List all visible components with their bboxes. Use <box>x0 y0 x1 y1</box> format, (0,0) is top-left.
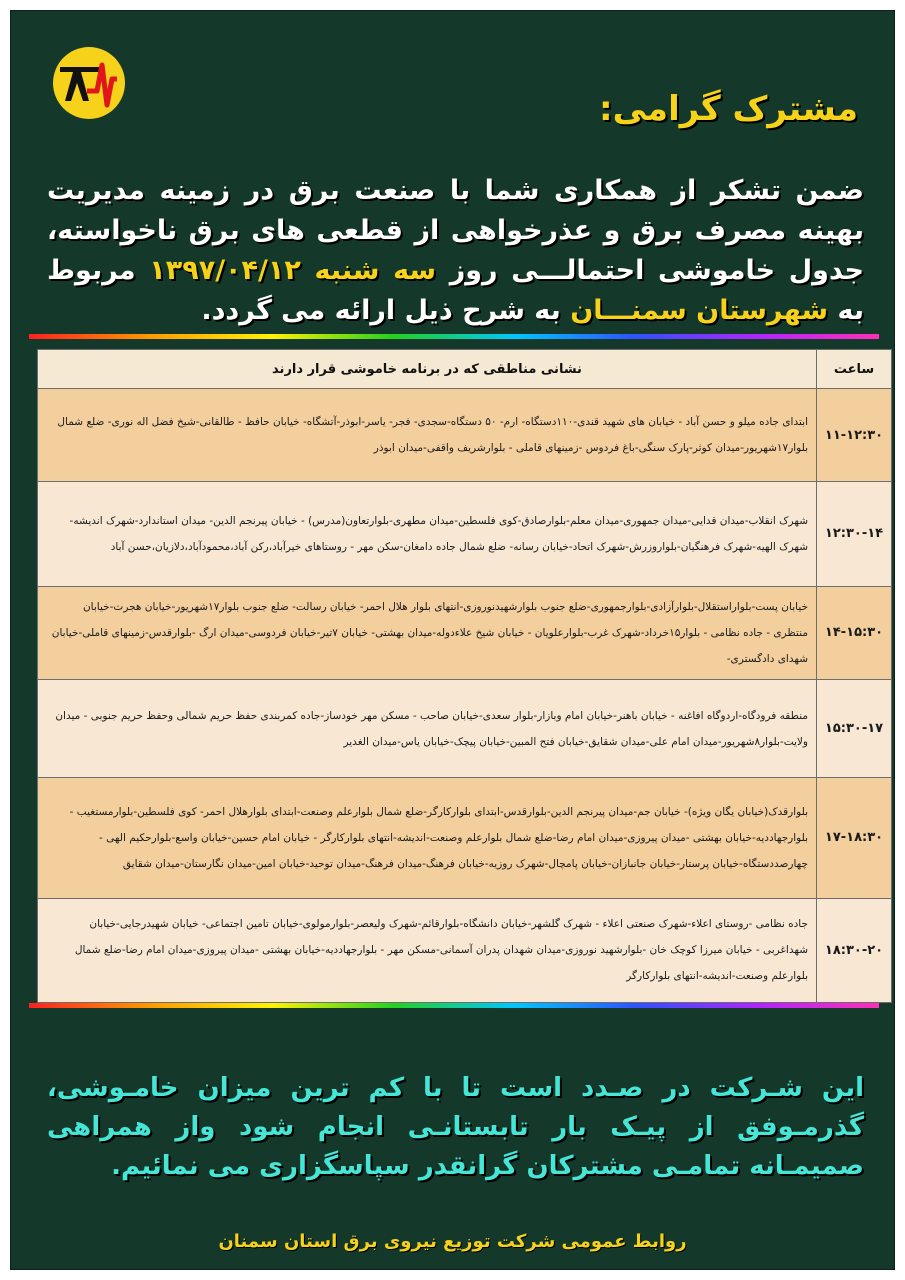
row-areas: بلوارقدک(خیابان یگان ویژه)- خیابان جم-میدان پیرنجم الدین-بلوارقدس-ابتدای بلوارکارگر-ضلع شمال بلوارعلم وصنعت-ابتدای بلوارهلال احمر- کوی فلسطین-بلوارمستغیب - بلوارجهاددیه-خیابان بهشتی -میدان پیروزی-میدان امام رضا-ضلع شمال بلوارعلم وصنعت-اندیشه-انتهای بلوارکارگر - خیابان امام حسین-خیابان واسع-بلوارحکیم الهی - چهارصددستگاه-خیابان پرستار-خیابان جانبازان-خیابان پامچال-شهرک روزیه-خیابان فرهنگ-میدان فرهنگ-میدان توحید-خیابان امین-میدان نگارستان-میدان شقایق <box>38 778 817 898</box>
row-time: ۱۷-۱۸:۳۰ <box>817 778 892 898</box>
row-time: ۱۴-۱۵:۳۰ <box>817 586 892 679</box>
table-row <box>38 586 892 679</box>
table-row <box>38 778 892 898</box>
rainbow-divider-top <box>29 334 879 339</box>
row-areas: شهرک انقلاب-میدان قدایی-میدان جمهوری-میدان معلم-بلوارصادق-کوی فلسطین-میدان مطهری-بلوارتعاون(مدرس) - خیابان پیرنجم الدین- میدان استاندارد-شهرک اندیشه-شهرک الهیه-شهرک فرهنگیان-بلواروزرش-شهرک اتحاد-خیابان رسانه- ضلع شمال جاده دامغان-سکن مهر - روستاهای خیرآباد،رکن آباد،محمودآباد،دلازیان،حسن آباد <box>38 482 817 586</box>
closing-paragraph: این شـرکت در صـدد است تا با کم ترین میزان خامـوشی، گذرمـوفق از پیـک بار تابستانـی انجام شود واز همراهی صمیمـانه تمامـی مشترکان گرانقدر سپاسگزاری می نمائیم. <box>47 1073 864 1181</box>
table-row <box>38 482 892 586</box>
row-time: ۱۲:۳۰-۱۴ <box>817 482 892 586</box>
row-areas: ابتدای جاده میلو و حسن آباد - خیابان های شهید قندی-۱۱۰دستگاه- ارم- ۵۰ دستگاه-سجدی- فجر- یاسر-ابوذر-آتشگاه- خیابان حافظ - طالقانی-شیخ فضل اله نوری- ضلع شمال بلوار۱۷شهریور-میدان کوثر-پارک سنگی-باغ فردوس -زمینهای قاملی - بلوارشریف واقفی-میدان ابوذر <box>38 389 817 482</box>
row-time: ۱۸:۳۰-۲۰ <box>817 898 892 1002</box>
row-time: ۱۵:۳۰-۱۷ <box>817 679 892 777</box>
row-areas: جاده نظامی -روستای اعلاء-شهرک صنعتی اعلاء - شهرک گلشهر-خیابان دانشگاه-بلوارقائم-شهرک ولیعصر-بلوارمولوی-خیابان تامین اجتماعی- خیابان شهیدرجایی-خیابان شهداغربی - خیابان میرزا کوچک خان -بلوارشهید نوروزی-میدان شهدان پدران آسمانی-مسکن مهر - بلوارجهاددیه-خیابان بهشتی -میدان پیروزی-میدان امام رضا-ضلع شمال بلوارعلم وصنعت-اندیشه-انتهای بلوارکارگر <box>38 898 817 1002</box>
rainbow-divider-bottom <box>29 1003 879 1008</box>
intro-city: شهرستان سمنـــان <box>570 295 829 326</box>
table-row <box>38 679 892 777</box>
table-row <box>38 389 892 482</box>
intro-text-part3: به شرح ذیل ارائه می گردد. <box>201 295 561 326</box>
row-areas: منطقه فرودگاه-اردوگاه افاغنه - خیابان باهنر-خیابان امام وبازار-بلوار سعدی-خیابان صاحب - مسکن مهر خودساز-جاده کمربندی حفظ حریم شمالی وحفظ حریم جنوبی - میدان ولایت-بلوار۸شهریور-میدان امام علی-میدان شقایق-خیابان فتح المبین-خیابان پیچک-خیابان یاس-میدان الغدیر <box>38 679 817 777</box>
intro-paragraph <box>47 171 864 331</box>
outage-schedule-table <box>37 349 892 1003</box>
header-time: ساعت <box>817 350 892 389</box>
intro-text-part1: ضمن تشکر از همکاری شما با صنعت برق در زمینه مدیریت بهینه مصرف برق و عذرخواهی از قطعی های برق ناخواسته، جدول خاموشی احتمالـــی روز <box>47 175 865 286</box>
footer-signature: روابط عمومی شرکت توزیع نیروی برق استان سمنان <box>218 1231 687 1252</box>
power-company-logo-icon <box>51 45 127 121</box>
table-row <box>38 898 892 1002</box>
table-header-row <box>38 350 892 389</box>
row-areas: خیابان پست-بلواراستقلال-بلوارآزادی-بلوارجمهوری-ضلع جنوب بلوارشهیدنوروزی-انتهای بلوار هلال احمر- خیابان رسالت- ضلع جنوب بلوار۱۷شهریور-خیابان هجرت-خیابان منتظری - جاده نظامی - بلوار۱۵خرداد-شهرک غرب-بلوارعلویان - خیابان شیخ علاءدوله-میدان بهشتی- خیابان ۷تیر-خیابان فردوسی-میدان ارگ -بلوارقدس-زمینهای قاملی-خیابان شهدای دادگستری- <box>38 586 817 679</box>
notice-frame <box>10 10 895 1270</box>
intro-day-date: سه شنبه ۱۳۹۷/۰۴/۱۲ <box>149 255 437 286</box>
intro-text-part2: مربوط به <box>47 255 864 326</box>
header-areas: نشانی مناطقی که در برنامه خاموشی قرار دارند <box>38 350 817 389</box>
row-time: ۱۱-۱۲:۳۰ <box>817 389 892 482</box>
greeting: مشترک گرامی: <box>599 89 858 129</box>
